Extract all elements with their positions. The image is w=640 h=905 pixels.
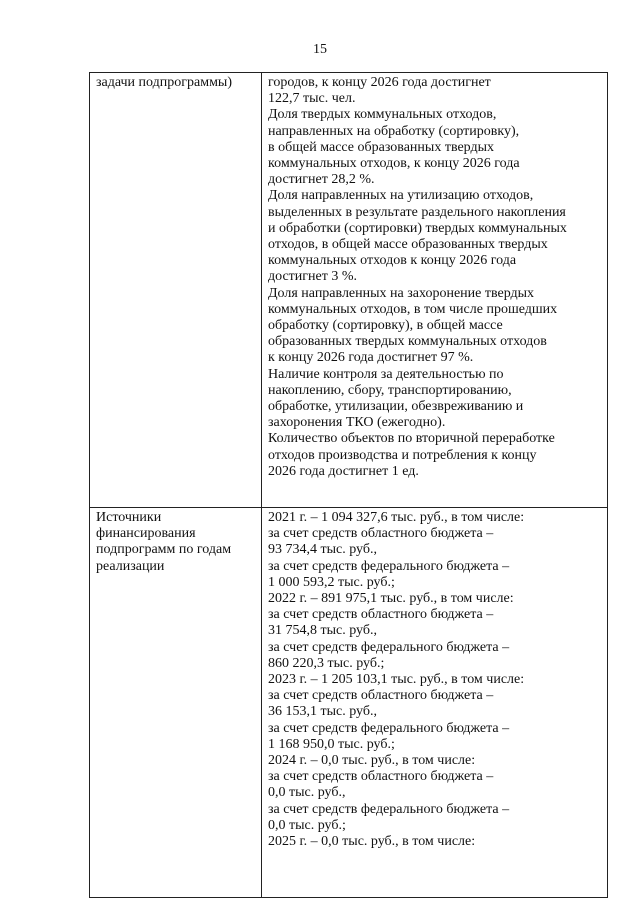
text-line: за счет средств федерального бюджета – — [268, 558, 510, 574]
text-line: обработку (сортировку), в общей массе — [268, 318, 503, 334]
text-line: за счет средств федерального бюджета – — [268, 720, 510, 736]
text-line: коммунальных отходов, к концу 2026 года — [268, 156, 520, 172]
text-line: Доля направленных на утилизацию отходов, — [268, 188, 534, 204]
text-line: выделенных в результате раздельного накопления — [268, 204, 566, 220]
text-line: 1 168 950,0 тыс. руб.; — [268, 736, 395, 752]
text-line: Количество объектов по вторичной переработке — [268, 431, 555, 447]
text-line: 1 000 593,2 тыс. руб.; — [268, 574, 395, 590]
table-row-tasks — [90, 73, 608, 508]
text-line: 2026 года достигнет 1 ед. — [268, 463, 419, 479]
text-line: финансирования — [96, 526, 196, 542]
text-line: к концу 2026 года достигнет 97 %. — [268, 350, 474, 366]
text-line: за счет средств областного бюджета – — [268, 769, 494, 785]
text-line: 2025 г. – 0,0 тыс. руб., в том числе: — [268, 834, 476, 850]
text-line: 31 754,8 тыс. руб., — [268, 623, 377, 639]
text-line: Наличие контроля за деятельностью по — [268, 366, 504, 382]
text-line: реализации — [96, 558, 165, 574]
table-row-financing — [90, 508, 608, 898]
text-line: подпрограмм по годам — [96, 542, 232, 558]
text-line: за счет средств федерального бюджета – — [268, 639, 510, 655]
text-line: Источники — [96, 510, 162, 525]
content-cell — [262, 73, 608, 508]
text-line: образованных твердых коммунальных отходов — [268, 334, 547, 350]
label-cell — [90, 73, 262, 508]
text-line: городов, к концу 2026 года достигнет — [268, 75, 491, 90]
text-line: Доля направленных на захоронение твердых — [268, 285, 535, 301]
text-line: достигнет 28,2 %. — [268, 172, 375, 188]
text-line: обработке, утилизации, обезвреживанию и — [268, 399, 524, 415]
text-line: 36 153,1 тыс. руб., — [268, 704, 377, 720]
text-line: задачи подпрограммы) — [96, 75, 233, 90]
text-line: коммунальных отходов к концу 2026 года — [268, 253, 517, 269]
text-line: направленных на обработку (сортировку), — [268, 123, 520, 139]
text-line: 2022 г. – 891 975,1 тыс. руб., в том числе: — [268, 591, 514, 607]
text-line: 2021 г. – 1 094 327,6 тыс. руб., в том числе: — [268, 510, 525, 525]
text-line: за счет средств областного бюджета – — [268, 526, 494, 542]
text-line: 2024 г. – 0,0 тыс. руб., в том числе: — [268, 753, 476, 769]
text-line: 0,0 тыс. руб.; — [268, 817, 346, 833]
text-line: за счет средств областного бюджета – — [268, 607, 494, 623]
label-cell — [90, 508, 262, 898]
text-line: 0,0 тыс. руб., — [268, 785, 346, 801]
text-line: Доля твердых коммунальных отходов, — [268, 107, 497, 123]
text-line: за счет средств областного бюджета – — [268, 688, 494, 704]
content-cell — [262, 508, 608, 898]
text-line: накоплению, сбору, транспортированию, — [268, 382, 512, 398]
text-line: 860 220,3 тыс. руб.; — [268, 655, 385, 671]
text-line: 2023 г. – 1 205 103,1 тыс. руб., в том числе: — [268, 672, 525, 688]
text-line: отходов, в общей массе образованных твердых — [268, 237, 548, 253]
text-line: 93 734,4 тыс. руб., — [268, 542, 377, 558]
text-line: коммунальных отходов, в том числе прошедших — [268, 301, 558, 317]
text-line: 122,7 тыс. чел. — [268, 91, 356, 107]
text-line: и обработки (сортировки) твердых коммунальных — [268, 220, 567, 236]
text-line: достигнет 3 %. — [268, 269, 358, 285]
text-line: в общей массе образованных твердых — [268, 139, 495, 155]
passport-table — [89, 72, 608, 898]
page-number: 15 — [313, 42, 327, 57]
text-line: захоронения ТКО (ежегодно). — [268, 415, 446, 431]
text-line: отходов производства и потребления к концу — [268, 447, 537, 463]
text-line: за счет средств федерального бюджета – — [268, 801, 510, 817]
